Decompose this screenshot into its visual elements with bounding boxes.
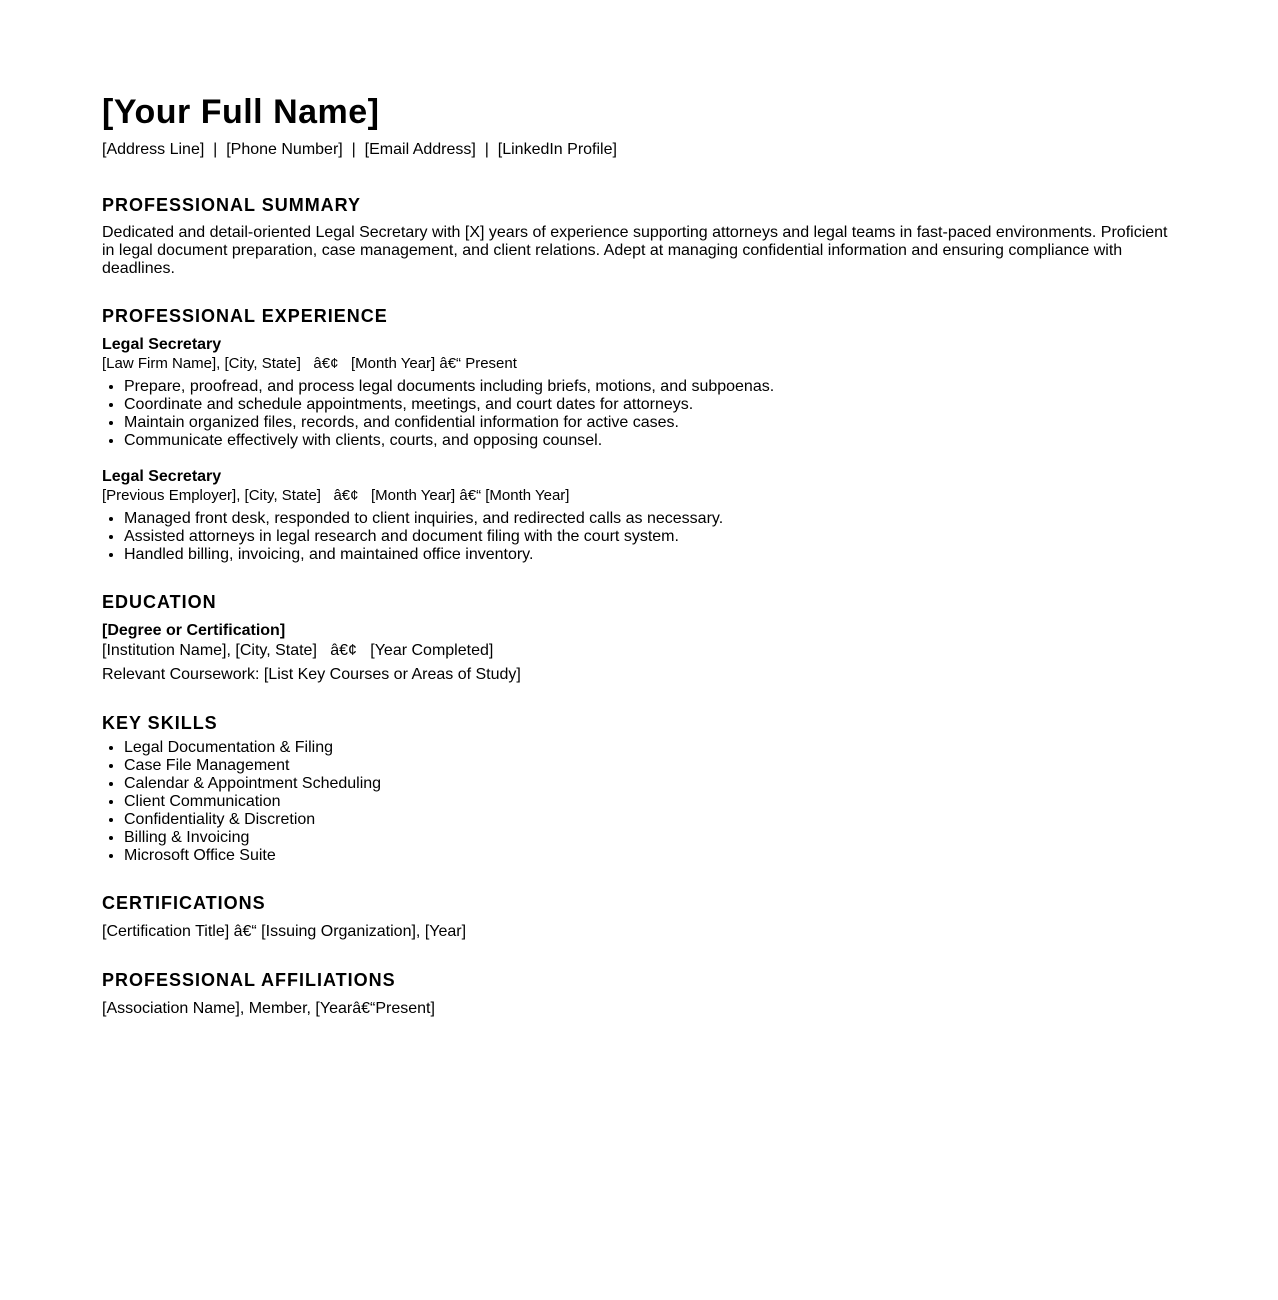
job-meta: [Law Firm Name], [City, State] â€¢ [Month Year] â€“ Present: [102, 355, 517, 372]
education-heading: EDUCATION: [102, 592, 217, 612]
affiliations-heading: PROFESSIONAL AFFILIATIONS: [102, 970, 396, 990]
certification-entry: [Certification Title] â€“ [Issuing Organization], [Year]: [102, 923, 467, 940]
skill-item: • Case File Management: [124, 757, 1176, 775]
job-duty: • Coordinate and schedule appointments, meetings, and court dates for attorneys.: [124, 396, 1176, 414]
job-entry: [102, 335, 1176, 450]
resume-header: [102, 90, 1176, 160]
experience-heading: PROFESSIONAL EXPERIENCE: [102, 306, 388, 326]
summary-section: [102, 194, 1176, 278]
skill-item: • Microsoft Office Suite: [124, 847, 1176, 865]
certifications-section: [102, 892, 1176, 942]
job-duties: [102, 510, 1176, 564]
skill-item: • Billing & Invoicing: [124, 829, 1176, 847]
coursework: Relevant Coursework: [List Key Courses or Areas of Study]: [102, 666, 521, 683]
skill-item: • Confidentiality & Discretion: [124, 811, 1176, 829]
skill-item: • Client Communication: [124, 793, 1176, 811]
contact-separator: |: [204, 141, 227, 158]
linkedin-profile: [LinkedIn Profile]: [497, 141, 617, 158]
experience-section: [102, 305, 1176, 564]
job-duty: • Prepare, proofread, and process legal documents including briefs, motions, and subpoenas.: [124, 378, 1176, 396]
email-address: [Email Address]: [364, 141, 476, 158]
job-duty: • Maintain organized files, records, and confidential information for active cases.: [124, 414, 1176, 432]
job-title: Legal Secretary: [102, 468, 222, 485]
education-section: [102, 591, 1176, 685]
summary-heading: PROFESSIONAL SUMMARY: [102, 195, 362, 215]
contact-line: [102, 140, 1176, 160]
job-entry: [102, 467, 1176, 564]
job-duty: • Handled billing, invoicing, and maintained office inventory.: [124, 546, 1176, 564]
contact-separator: |: [342, 141, 365, 158]
full-name: [Your Full Name]: [102, 93, 380, 131]
affiliation-entry: [Association Name], Member, [Yearâ€“Present]: [102, 1000, 435, 1017]
summary-text: Dedicated and detail-oriented Legal Secretary with [X] years of experience supporting attorneys and legal teams in fast-paced environments. Proficient in legal document preparation, case management, and client relations. Adept at managing confidential information and ensuring compliance with deadlines.: [102, 224, 1168, 277]
job-duties: [102, 378, 1176, 450]
job-meta: [Previous Employer], [City, State] â€¢ [Month Year] â€“ [Month Year]: [102, 487, 570, 504]
skills-list: [102, 739, 1176, 865]
job-duty: • Communicate effectively with clients, courts, and opposing counsel.: [124, 432, 1176, 450]
certifications-heading: CERTIFICATIONS: [102, 893, 266, 913]
skills-section: [102, 712, 1176, 865]
job-duty: • Managed front desk, responded to client inquiries, and redirected calls as necessary.: [124, 510, 1176, 528]
education-entry: [102, 621, 1176, 685]
job-duty: • Assisted attorneys in legal research and document filing with the court system.: [124, 528, 1176, 546]
phone-number: [Phone Number]: [226, 141, 343, 158]
skill-item: • Calendar & Appointment Scheduling: [124, 775, 1176, 793]
affiliations-section: [102, 969, 1176, 1019]
degree: [Degree or Certification]: [102, 622, 286, 639]
address: [Address Line]: [102, 141, 205, 158]
skills-heading: KEY SKILLS: [102, 713, 218, 733]
contact-separator: |: [475, 141, 498, 158]
job-title: Legal Secretary: [102, 336, 222, 353]
skill-item: • Legal Documentation & Filing: [124, 739, 1176, 757]
education-meta: [Institution Name], [City, State] â€¢ [Year Completed]: [102, 642, 494, 659]
